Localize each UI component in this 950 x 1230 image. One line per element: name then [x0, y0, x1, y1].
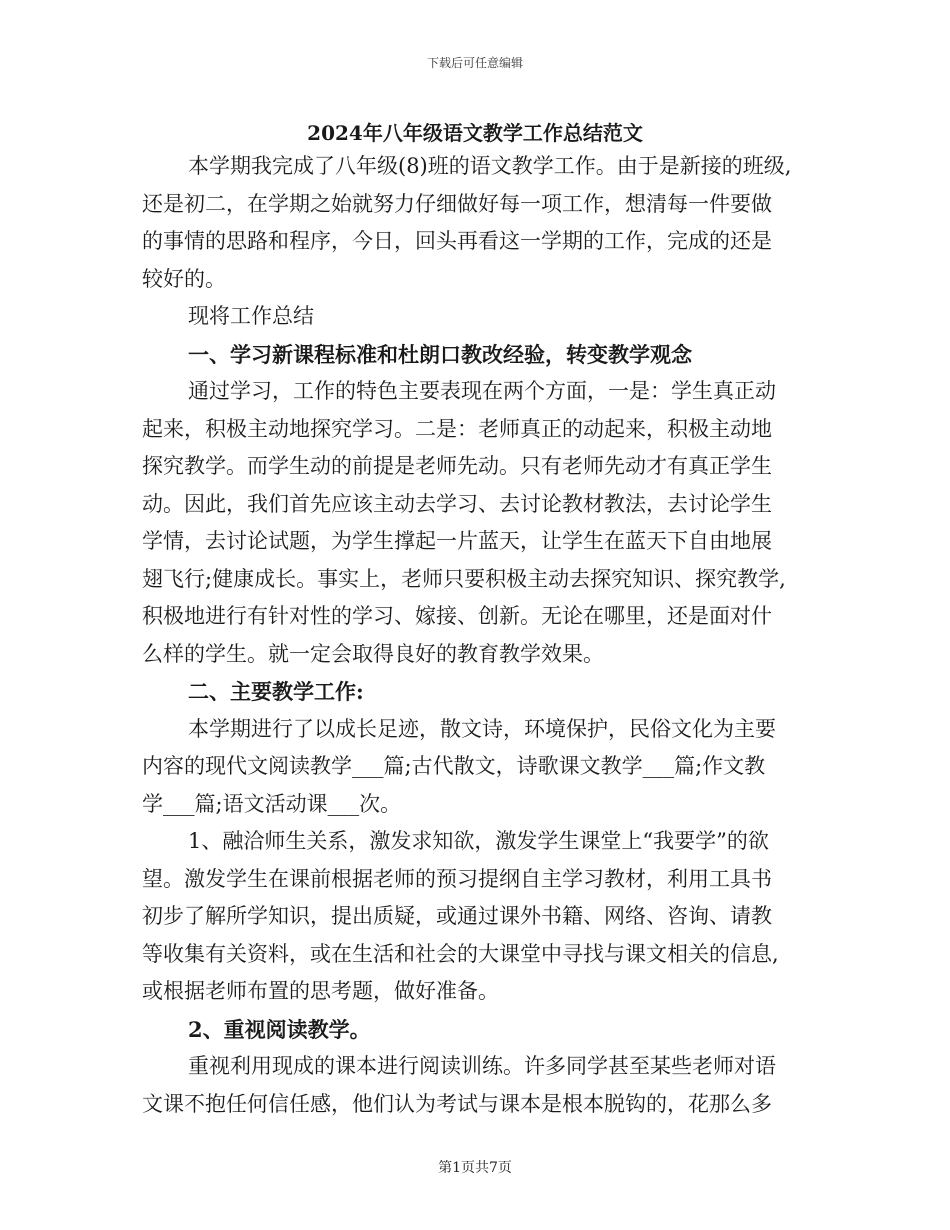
section-heading: 二、主要教学工作: [188, 679, 364, 704]
paragraph-line: 起来，积极主动地探究学习。二是：老师真正的动起来，积极主动地 [142, 416, 772, 441]
section-heading: 一、学习新课程标准和杜朗口教改经验，转变教学观念 [188, 341, 692, 367]
paragraph-line: 学情，去讨论试题，为学生撑起一片蓝天，让学生在蓝天下自由地展 [142, 529, 772, 553]
paragraph-line: 1、融洽师生关系，激发求知欲，激发学生课堂上“我要学”的欲 [188, 829, 769, 853]
paragraph-line: 望。激发学生在课前根据老师的预习提纲自主学习教材，利用工具书 [142, 866, 772, 891]
section-heading: 2、重视阅读教学。 [188, 1016, 371, 1042]
document-title: 2024年八年级语文教学工作总结范文 [307, 121, 643, 145]
paragraph-line: 么样的学生。就一定会取得良好的教育教学效果。 [142, 641, 604, 666]
paragraph-line: 现将工作总结 [188, 304, 314, 328]
paragraph-line: 学___篇;语文活动课___次。 [142, 791, 402, 816]
page-number-footer: 第1页共7页 [438, 1160, 512, 1176]
paragraph-line: 内容的现代文阅读教学___篇;古代散文，诗歌课文教学___篇;作文教 [142, 754, 766, 778]
document-body [142, 148, 822, 1123]
paragraph-line: 文课不抱任何信任感，他们认为考试与课本是根本脱钩的，花那么多 [142, 1091, 772, 1116]
paragraph-line: 本学期进行了以成长足迹，散文诗，环境保护，民俗文化为主要 [188, 716, 776, 741]
paragraph-line: 等收集有关资料，或在生活和社会的大课堂中寻找与课文相关的信息, [142, 941, 779, 966]
page-header-note: 下载后可任意编辑 [426, 56, 523, 70]
paragraph-line: 初步了解所学知识，提出质疑，或通过课外书籍、网络、咨询、请教 [142, 904, 772, 928]
paragraph-line: 较好的。 [142, 266, 226, 291]
paragraph-line: 的事情的思路和程序，今日，回头再看这一学期的工作，完成的还是 [142, 229, 772, 253]
paragraph-line: 动。因此，我们首先应该主动去学习、去讨论教材教法，去讨论学生 [142, 491, 772, 516]
paragraph-line: 还是初二，在学期之始就努力仔细做好每一项工作，想清每一件要做 [142, 191, 772, 216]
paragraph-line: 重视利用现成的课本进行阅读训练。许多同学甚至某些老师对语 [188, 1054, 776, 1078]
paragraph-line: 翅飞行;健康成长。事实上，老师只要积极主动去探究知识、探究教学, [142, 566, 786, 591]
paragraph-line: 本学期我完成了八年级(8)班的语文教学工作。由于是新接的班级, [188, 154, 792, 178]
paragraph-line: 或根据老师布置的思考题，做好准备。 [142, 979, 499, 1003]
paragraph-line: 通过学习，工作的特色主要表现在两个方面，一是：学生真正动 [188, 379, 776, 403]
paragraph-line: 探究教学。而学生动的前提是老师先动。只有老师先动才有真正学生 [142, 454, 772, 478]
paragraph-line: 积极地进行有针对性的学习、嫁接、创新。无论在哪里，还是面对什 [142, 604, 772, 628]
